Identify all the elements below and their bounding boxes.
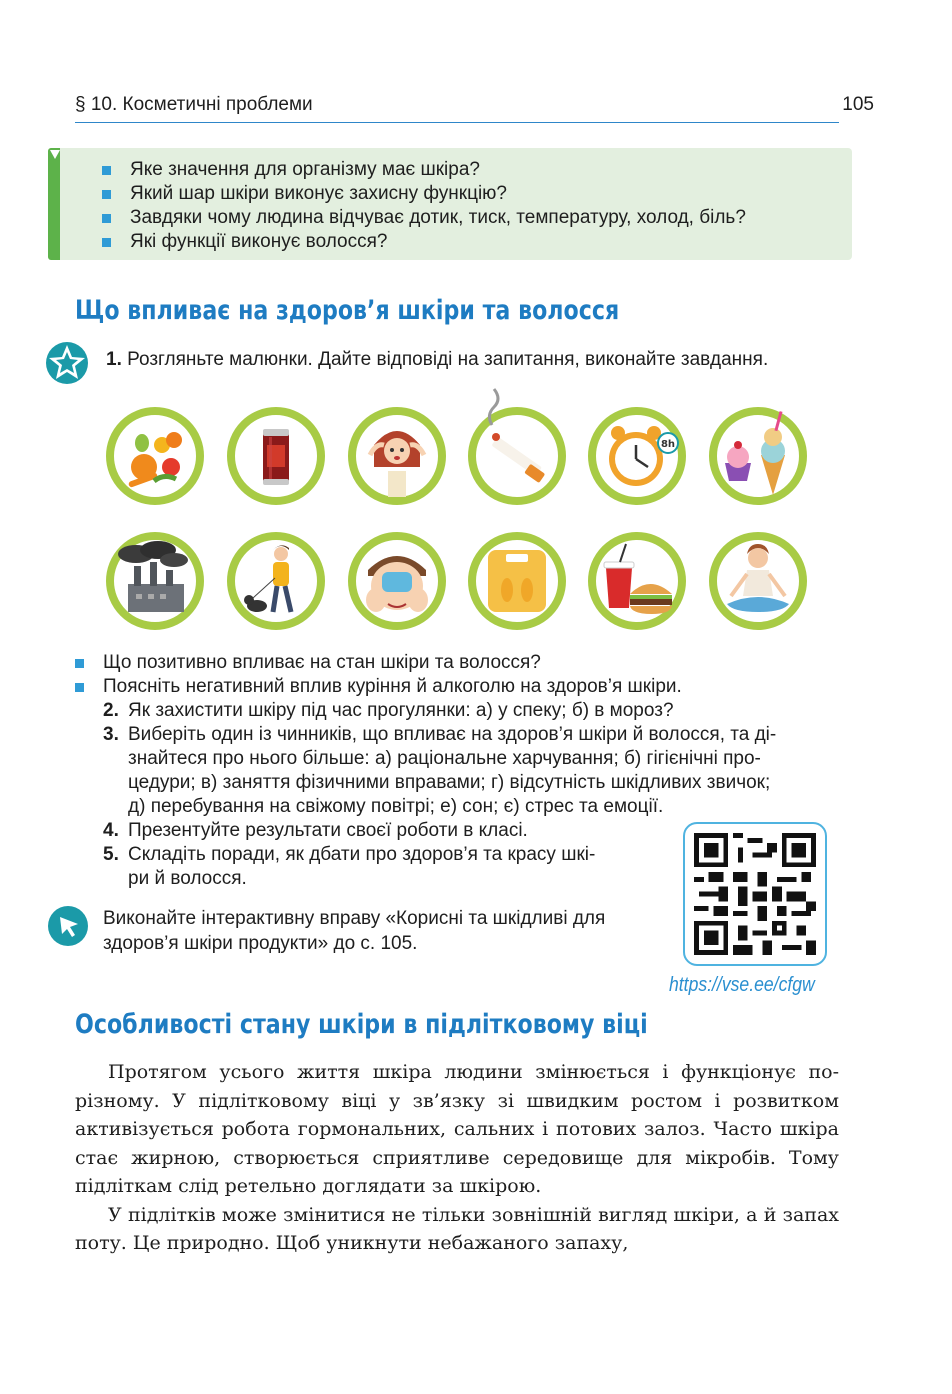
alarm-clock-8h-icon	[588, 407, 686, 505]
task-text: Розгляньте малюнки. Дайте відповіді на запитання, виконайте завдання.	[127, 349, 769, 370]
task-number: 5.	[103, 844, 119, 865]
meditation-woman-icon	[709, 532, 807, 630]
paragraph: Протягом усього життя шкіра людини змінюється і функціонує по-різному. У підлітковому віці у зв’язку зі швидким ростом і розвитком активізується робота гормональних, сальних і потових залоз. Часто шкіра стає жирною, створюється сприятливе середовище для мікробів. Тому підліткам слід ретельно доглядати за шкірою.	[75, 1061, 839, 1197]
running-title: § 10. Косметичні проблеми	[75, 94, 313, 115]
discussion-questions	[75, 651, 682, 699]
cigarette-icon	[468, 407, 566, 505]
page-number: 105	[842, 94, 874, 115]
stressed-woman-icon	[348, 407, 446, 505]
sweets-icecream-icon	[709, 407, 807, 505]
energy-drink-can-icon	[227, 407, 325, 505]
task-number: 4.	[103, 820, 119, 841]
review-question: Які функції виконує волосся?	[102, 230, 746, 254]
task-text: Як захистити шкіру під час прогулянки: а) у спеку; б) в мороз?	[128, 700, 674, 721]
task-number: 1.	[106, 349, 122, 370]
svg-text:8h: 8h	[660, 439, 676, 450]
task-text: Складіть поради, як дбати про здоров’я та красу шкі- ри й волосся.	[128, 844, 596, 889]
bathroom-scale-icon	[468, 532, 566, 630]
section-heading: Що впливає на здоров’я шкіри та волосся	[75, 295, 620, 326]
paragraph: У підлітків може змінитися не тільки зовнішній вигляд шкіри, а й запах поту. Це природно. Щоб уникнути небажаного запаху,	[75, 1203, 839, 1254]
crying-boy-icon	[348, 532, 446, 630]
task-number: 3.	[103, 724, 119, 745]
interactive-exercise-text: Виконайте інтерактивну вправу «Корисні та шкідливі для здоров’я шкіри продукти» до с. 105.	[103, 908, 606, 954]
discussion-question: Поясніть негативний вплив куріння й алкоголю на здоров’я шкіри.	[75, 675, 682, 699]
header-rule	[75, 122, 839, 123]
review-question: Завдяки чому людина відчуває дотик, тиск, температуру, холод, біль?	[102, 206, 746, 230]
review-question: Яке значення для організму має шкіра?	[102, 158, 746, 182]
walking-dog-icon	[227, 532, 325, 630]
page-header	[75, 94, 874, 124]
task-text: Виберіть один із чинників, що впливає на здоров’я шкіри й волосся, та ді- знайтеся про нього більше: а) раціональне харчування; б) гігієнічні про- цедури; в) заняття фізичними вправами; г) відсутність шкідливих звичок; д) перебування на свіжому повітрі; е) сон; є) стрес та емоції.	[128, 724, 777, 817]
review-box-bar	[48, 148, 60, 260]
review-questions-box	[48, 148, 852, 260]
fruits-vegetables-icon	[106, 407, 204, 505]
discussion-question: Що позитивно впливає на стан шкіри та волосся?	[75, 651, 682, 675]
task-number: 2.	[103, 700, 119, 721]
task-1	[106, 349, 768, 371]
review-questions-list	[102, 158, 746, 254]
qr-code[interactable]	[683, 822, 827, 966]
star-task-icon	[44, 340, 90, 386]
review-box-marker-icon	[50, 150, 60, 159]
qr-link[interactable]: https://vse.ee/cfgw	[669, 974, 815, 996]
body-text	[75, 1058, 839, 1258]
task-text: Презентуйте результати своєї роботи в класі.	[128, 820, 528, 841]
factory-smoke-icon	[106, 532, 204, 630]
review-question: Який шар шкіри виконує захисну функцію?	[102, 182, 746, 206]
task-3	[103, 723, 843, 819]
section-heading: Особливості стану шкіри в підлітковому віці	[75, 1009, 648, 1040]
fast-food-icon	[588, 532, 686, 630]
task-2	[103, 699, 843, 723]
cursor-pointer-icon	[48, 906, 88, 946]
